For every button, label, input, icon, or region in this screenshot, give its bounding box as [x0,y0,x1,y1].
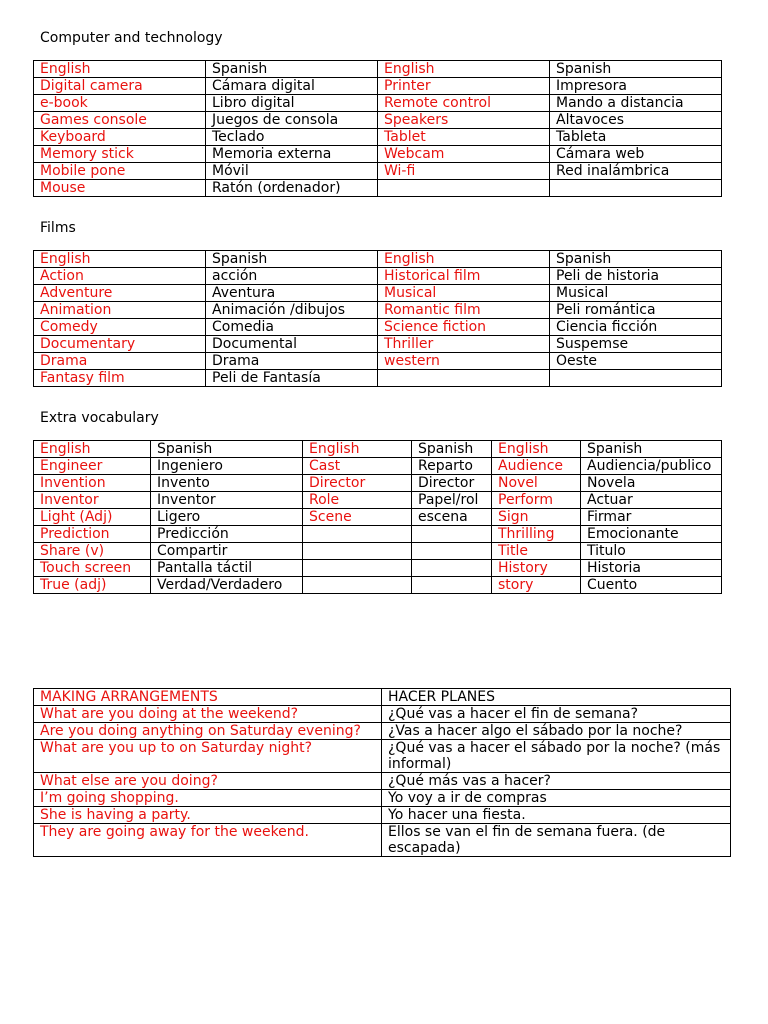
films-row [34,268,722,285]
spanish-translation: Emocionante [581,526,722,543]
arrangements-table [33,688,731,857]
empty-cell [412,543,492,560]
films-vocab-table [33,250,722,387]
spanish-translation: Cámara digital [206,78,378,95]
english-term: Animation [34,302,206,319]
header-english: English [34,251,206,268]
empty-cell [412,577,492,594]
empty-cell [303,543,412,560]
header-spanish: Spanish [550,251,722,268]
english-term: What are you up to on Saturday night? [34,740,382,773]
computer-vocab-table [33,60,722,197]
english-term: Musical [378,285,550,302]
spanish-translation: Animación /dibujos [206,302,378,319]
english-term: Wi-fi [378,163,550,180]
arrangements-header-row [34,689,731,706]
computer-vocab-body [34,61,722,197]
spanish-translation: Ratón (ordenador) [206,180,378,197]
english-term: Are you doing anything on Saturday evening? [34,723,382,740]
spanish-translation: Suspemse [550,336,722,353]
spanish-translation: Tableta [550,129,722,146]
spanish-translation: Titulo [581,543,722,560]
arrangements-body [34,689,731,857]
extra-header-row [34,441,722,458]
english-term: Memory stick [34,146,206,163]
spanish-translation: Oeste [550,353,722,370]
empty-cell [550,180,722,197]
header-english: English [378,251,550,268]
english-term: Thriller [378,336,550,353]
english-term: Adventure [34,285,206,302]
english-term: Romantic film [378,302,550,319]
spanish-translation: Drama [206,353,378,370]
computer-row [34,163,722,180]
spanish-translation: Invento [151,475,303,492]
english-term: Invention [34,475,151,492]
spanish-translation: ¿Qué vas a hacer el fin de semana? [382,706,731,723]
english-term: Sign [492,509,581,526]
extra-row [34,577,722,594]
films-row [34,370,722,387]
spanish-translation: Director [412,475,492,492]
films-vocab-body [34,251,722,387]
header-english: English [492,441,581,458]
english-term: Perform [492,492,581,509]
section-title-computer: Computer and technology [40,30,223,46]
english-term: Touch screen [34,560,151,577]
english-term: True (adj) [34,577,151,594]
english-term: e-book [34,95,206,112]
spanish-translation: ¿Qué más vas a hacer? [382,773,731,790]
empty-cell [378,180,550,197]
spanish-translation: Papel/rol [412,492,492,509]
spanish-translation: Móvil [206,163,378,180]
arrangements-row [34,740,731,773]
english-term: Novel [492,475,581,492]
section-title-films: Films [40,220,76,236]
english-term: Mobile pone [34,163,206,180]
extra-row [34,509,722,526]
empty-cell [303,560,412,577]
english-term: Remote control [378,95,550,112]
english-term: Share (v) [34,543,151,560]
english-term: Comedy [34,319,206,336]
spanish-translation: Comedia [206,319,378,336]
arrangements-row [34,824,731,857]
english-term: Fantasy film [34,370,206,387]
spanish-translation: Reparto [412,458,492,475]
english-term: Role [303,492,412,509]
spanish-translation: Compartir [151,543,303,560]
english-term: Director [303,475,412,492]
spanish-translation: Ciencia ficción [550,319,722,336]
english-term: Audience [492,458,581,475]
extra-vocab-body [34,441,722,594]
computer-row [34,112,722,129]
header-spanish: Spanish [581,441,722,458]
extra-row [34,492,722,509]
films-header-row [34,251,722,268]
films-row [34,285,722,302]
arrangements-row [34,790,731,807]
computer-row [34,95,722,112]
header-english: English [378,61,550,78]
spanish-translation: Inventor [151,492,303,509]
english-term: Speakers [378,112,550,129]
spanish-translation: Ingeniero [151,458,303,475]
header-spanish: Spanish [151,441,303,458]
header-spanish: Spanish [206,251,378,268]
english-term: Keyboard [34,129,206,146]
english-term: Action [34,268,206,285]
extra-row [34,526,722,543]
english-term: Cast [303,458,412,475]
films-row [34,302,722,319]
spanish-translation: Novela [581,475,722,492]
computer-row [34,78,722,95]
spanish-translation: Altavoces [550,112,722,129]
spanish-translation: Peli de Fantasía [206,370,378,387]
english-term: Scene [303,509,412,526]
header-spanish: Spanish [412,441,492,458]
empty-cell [412,560,492,577]
english-term: Thrilling [492,526,581,543]
empty-cell [412,526,492,543]
arrangements-row [34,773,731,790]
spanish-translation: Cuento [581,577,722,594]
spanish-translation: Libro digital [206,95,378,112]
spanish-translation: Actuar [581,492,722,509]
spanish-translation: Teclado [206,129,378,146]
english-term: Tablet [378,129,550,146]
computer-row [34,146,722,163]
arrangements-row [34,807,731,824]
spanish-translation: Red inalámbrica [550,163,722,180]
spanish-translation: Impresora [550,78,722,95]
spanish-translation: Historia [581,560,722,577]
english-term: Drama [34,353,206,370]
arrangements-row [34,723,731,740]
spanish-translation: Peli de historia [550,268,722,285]
english-term: Printer [378,78,550,95]
spanish-translation: Audiencia/publico [581,458,722,475]
films-row [34,353,722,370]
spanish-translation: Aventura [206,285,378,302]
english-term: Inventor [34,492,151,509]
english-term: Science fiction [378,319,550,336]
english-term: What else are you doing? [34,773,382,790]
header-spanish: Spanish [206,61,378,78]
spanish-translation: Yo voy a ir de compras [382,790,731,807]
spanish-translation: Ellos se van el fin de semana fuera. (de escapada) [382,824,731,857]
header-english: English [303,441,412,458]
arrangements-row [34,706,731,723]
spanish-translation: Musical [550,285,722,302]
films-row [34,336,722,353]
spanish-translation: ¿Vas a hacer algo el sábado por la noche? [382,723,731,740]
spanish-translation: ¿Qué vas a hacer el sábado por la noche? (más informal) [382,740,731,773]
english-term: Games console [34,112,206,129]
computer-header-row [34,61,722,78]
spanish-translation: escena [412,509,492,526]
english-term: Title [492,543,581,560]
english-term: What are you doing at the weekend? [34,706,382,723]
english-term: Historical film [378,268,550,285]
spanish-translation: Mando a distancia [550,95,722,112]
computer-row [34,129,722,146]
extra-row [34,458,722,475]
spanish-translation: Memoria externa [206,146,378,163]
english-term: Webcam [378,146,550,163]
english-term: western [378,353,550,370]
films-row [34,319,722,336]
spanish-translation: Pantalla táctil [151,560,303,577]
spanish-translation: Predicción [151,526,303,543]
spanish-translation: Juegos de consola [206,112,378,129]
empty-cell [303,577,412,594]
empty-cell [303,526,412,543]
spanish-translation: acción [206,268,378,285]
extra-row [34,560,722,577]
header-english: English [34,441,151,458]
spanish-translation: Documental [206,336,378,353]
spanish-translation: Yo hacer una fiesta. [382,807,731,824]
extra-row [34,475,722,492]
english-term: History [492,560,581,577]
extra-row [34,543,722,560]
spanish-translation: Ligero [151,509,303,526]
header-english: English [34,61,206,78]
empty-cell [550,370,722,387]
english-term: Engineer [34,458,151,475]
english-term: Documentary [34,336,206,353]
extra-vocab-table [33,440,722,594]
empty-cell [378,370,550,387]
english-term: She is having a party. [34,807,382,824]
english-term: I’m going shopping. [34,790,382,807]
computer-row [34,180,722,197]
header-spanish: Spanish [550,61,722,78]
english-term: They are going away for the weekend. [34,824,382,857]
spanish-translation: Verdad/Verdadero [151,577,303,594]
header-english: MAKING ARRANGEMENTS [34,689,382,706]
english-term: story [492,577,581,594]
english-term: Digital camera [34,78,206,95]
english-term: Light (Adj) [34,509,151,526]
spanish-translation: Peli romántica [550,302,722,319]
spanish-translation: Firmar [581,509,722,526]
header-spanish: HACER PLANES [382,689,731,706]
spanish-translation: Cámara web [550,146,722,163]
section-title-extra: Extra vocabulary [40,410,159,426]
english-term: Prediction [34,526,151,543]
english-term: Mouse [34,180,206,197]
